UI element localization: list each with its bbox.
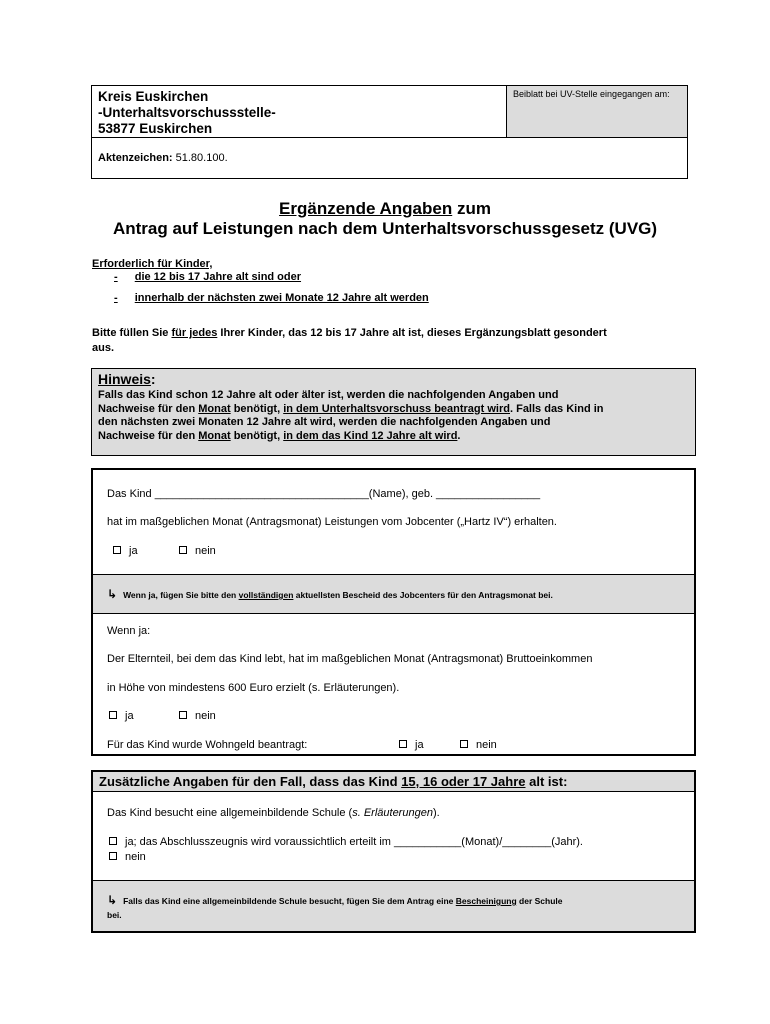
option-label: nein <box>125 851 146 863</box>
option-label: nein <box>195 710 216 722</box>
wohngeld-ja-option[interactable] <box>399 739 424 751</box>
hint-line: Nachweise für den Monat benötigt, in dem das Kind 12 Jahre alt wird. <box>98 429 461 442</box>
child-info-box <box>91 468 696 756</box>
title-underlined: Ergänzende Angaben <box>279 199 453 218</box>
option-label: ja <box>125 710 134 722</box>
instruction-line-1 <box>92 327 607 339</box>
additional-info-box <box>91 770 696 933</box>
required-item-1 <box>114 271 301 283</box>
additional-info-heading: Zusätzliche Angaben für den Fall, dass das Kind 15, 16 oder 17 Jahre alt ist: <box>93 772 694 792</box>
instruction-line-2: aus. <box>92 342 115 354</box>
checkbox[interactable] <box>179 546 187 554</box>
option-label: ja <box>129 545 138 557</box>
jobcenter-note: ↳ Wenn ja, fügen Sie bitte den vollständigen aktuellsten Bescheid des Jobcenters für den Antragsmonat bei. <box>107 587 553 601</box>
hint-line: Nachweise für den Monat benötigt, in dem Unterhaltsvorschuss beantragt wird. Falls das Kind in <box>98 402 604 415</box>
arrow-icon: ↳ <box>107 893 118 907</box>
hint-text <box>98 389 689 443</box>
page-title-line-2: Antrag auf Leistungen nach dem Unterhaltsvorschussgesetz (UVG) <box>112 219 658 238</box>
wenn-ja-label: Wenn ja: <box>107 625 151 637</box>
checkbox[interactable] <box>109 852 117 860</box>
school-note-band <box>93 880 694 931</box>
file-number <box>98 152 228 164</box>
checkbox[interactable] <box>179 711 187 719</box>
income-question-line-1: Der Elternteil, bei dem das Kind lebt, hat im maßgeblichen Monat (Antragsmonat) Bruttoeinkommen <box>107 653 593 665</box>
jobcenter-note-band <box>93 574 694 614</box>
school-nein-option[interactable] <box>109 851 146 863</box>
school-ja-option[interactable] <box>109 836 583 848</box>
option-label: nein <box>195 545 216 557</box>
dash: - <box>114 292 118 304</box>
checkbox[interactable] <box>399 740 407 748</box>
checkbox[interactable] <box>109 837 117 845</box>
option-label: ja <box>415 739 424 751</box>
received-label: Beiblatt bei UV-Stelle eingegangen am: <box>513 89 670 99</box>
checkbox[interactable] <box>109 711 117 719</box>
school-note-line-1: ↳ Falls das Kind eine allgemeinbildende Schule besucht, fügen Sie dem Antrag eine Bescheinigung der Schule <box>107 893 563 907</box>
file-number-value: 51.80.100. <box>175 152 228 164</box>
required-item-2 <box>114 292 429 304</box>
required-item-text: innerhalb der nächsten zwei Monate 12 Jahre alt werden <box>134 292 429 304</box>
hint-colon: : <box>150 371 156 387</box>
hint-line: Falls das Kind schon 12 Jahre alt oder älter ist, werden die nachfolgenden Angaben und <box>98 389 559 401</box>
option-label: ja; das Abschlusszeugnis wird voraussichtlich erteilt im ___________(Monat)/________(Jahr). <box>125 836 583 848</box>
wohngeld-nein-option[interactable] <box>460 739 497 751</box>
required-item-text: die 12 bis 17 Jahre alt sind oder <box>134 271 302 283</box>
dash: - <box>114 271 118 283</box>
authority-line-3: 53877 Euskirchen <box>98 121 213 136</box>
income-ja-option[interactable] <box>109 710 134 722</box>
income-question-line-2: in Höhe von mindestens 600 Euro erzielt (s. Erläuterungen). <box>107 682 400 694</box>
jobcenter-question: hat im maßgeblichen Monat (Antragsmonat) Leistungen vom Jobcenter („Hartz IV“) erhalten. <box>107 516 557 528</box>
hint-line: den nächsten zwei Monaten 12 Jahre alt wird, werden die nachfolgenden Angaben und <box>98 416 551 428</box>
hint-box <box>91 368 696 456</box>
required-label: Erforderlich für Kinder, <box>92 258 213 270</box>
instruction-text: Bitte füllen Sie <box>92 327 172 339</box>
checkbox[interactable] <box>113 546 121 554</box>
instruction-text: Ihrer Kinder, das 12 bis 17 Jahre alt ist, dieses Ergänzungsblatt gesondert <box>217 327 607 339</box>
wohngeld-question: Für das Kind wurde Wohngeld beantragt: <box>107 739 308 751</box>
checkbox[interactable] <box>460 740 468 748</box>
school-note-line-2: bei. <box>107 910 122 920</box>
income-nein-option[interactable] <box>179 710 216 722</box>
authority-line-1: Kreis Euskirchen <box>98 89 209 104</box>
jobcenter-nein-option[interactable] <box>179 545 216 557</box>
page-title-line-1 <box>0 199 770 219</box>
received-field[interactable] <box>507 86 687 138</box>
option-label: nein <box>476 739 497 751</box>
title-rest: zum <box>452 199 491 218</box>
arrow-icon: ↳ <box>107 587 118 601</box>
child-name-birth-field[interactable]: Das Kind ___________________________________(Name), geb. _________________ <box>107 488 541 500</box>
file-number-label: Aktenzeichen: <box>98 152 173 164</box>
jobcenter-ja-option[interactable] <box>113 545 138 557</box>
authority-line-2: -Unterhaltsvorschussstelle- <box>98 105 276 120</box>
school-question: Das Kind besucht eine allgemeinbildende Schule (s. Erläuterungen). <box>107 807 440 819</box>
instruction-emphasis: für jedes <box>171 327 218 339</box>
header-box <box>91 85 688 179</box>
authority-address <box>92 86 507 138</box>
hint-heading: Hinweis <box>98 371 151 387</box>
